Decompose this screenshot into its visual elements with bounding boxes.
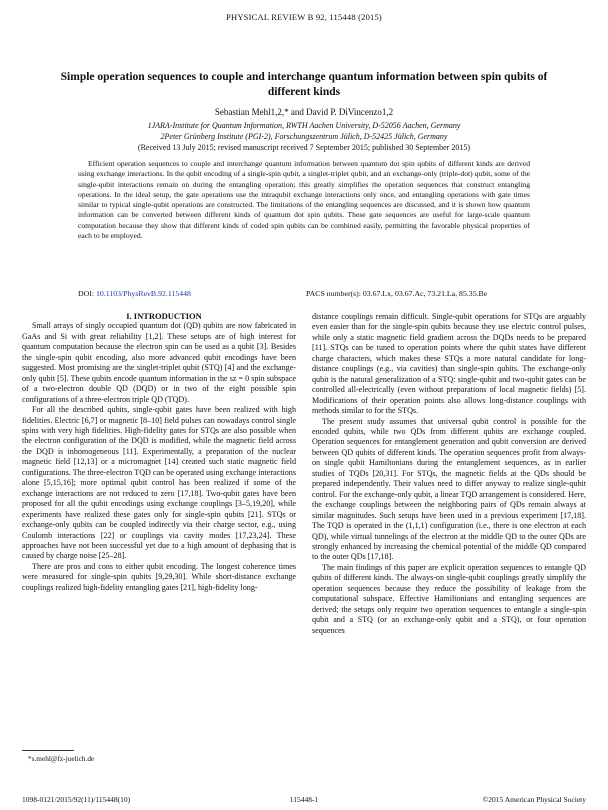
- right-column: [312, 312, 586, 636]
- corresponding-email-footnote: *s.mehl@fz-juelich.de: [28, 754, 95, 763]
- paragraph: For all the described qubits, single-qubit gates have been realized with high fidelities. Electric [6,7] or magnetic [8–10] field pulses can nowadays control single spins with very high fidelities. High-fidelity gates for STQs are also possible when the electron configuration of the DQD is modified, while the magnetic field across the DQD is inhomogeneous [11]. Experimentally, a preparation of the nuclear magnetic field [12,13] or a micromagnet [14] created such static magnetic field configurations. The three-electron TQD can be operated using exchange interactions alone [5,15,16]; more optimal qubit control has been realized if some of the exchange interactions are not reduced to zero [17,18]. Two-qubit gates have been proposed for all the qubit encodings using exchange couplings [3–5,19,20], while experiments have realized these gates only for single-spin qubits [21]. STQs or exchange-only qubits can be coupled indirectly via their charge sector, e.g., using Coulomb interactions [22] or couplings via cavity modes [17,23,24]. These approaches have not been successful yet due to a high amount of dephasing that is caused by charge noise [25–28].: [22, 405, 296, 561]
- section-heading: I. INTRODUCTION: [126, 311, 202, 321]
- abstract: Efficient operation sequences to couple and interchange quantum information between quantum dot spin qubits of different kinds are derived using exchange interactions. In the qubit encoding of a single-spin qubit, a singlet-triplet qubit, and an exchange-only (triple-dot) qubit, some of the single-qubit interactions remain on during the entangling operation; this greatly simplifies the operation sequences that construct entangling operations. In the ideal setup, the gate operations use the intraqubit exchange interactions only once, and entangling operations with gate times similar to typical single-qubit operations are constructed. The limitations of the entangling sequences are discussed, and it is shown how quantum information can be converted between different kinds of quantum dot spin qubits. These gate sequences are useful for large-scale quantum computation because they show that different kinds of coded spin qubits can be combined easily, permitting the favorable physical properties of each to be employed.: [78, 159, 530, 241]
- paragraph: The present study assumes that universal qubit control is possible for the encoded qubits, while two QDs from different qubits are exchange coupled. Operation sequences for entanglement generation and qubit conversion are derived between QD qubits of different kinds. The operation sequences profit from always-on single qubit Hamiltonians during the entanglement sequences, as in earlier studies of TQDs [20,31]. For STQs, the magnetic fields at the QDs should be prepared independently. Their values need to differ anyway to realize single-qubit control. For the exchange-only qubit, a linear TQD arrangement is considered. Here, the exchange couplings between the neighboring pairs of QDs remain always at similar magnitudes. Such setups have been used in a previous experiment [17,18]. The TQD is operated in the (1,1,1) configuration (i.e., there is one electron at each QD), while virtual tunnelings of the electron at the middle QD to the outer QDs are strongly enhanced by increasing the chemical potential of the middle QD compared to the outer QDs [17,18].: [312, 416, 586, 562]
- affiliation-2: 2Peter Grünberg Institute (PGI-2), Forschungszentrum Jülich, D-52425 Jülich, Germany: [160, 132, 448, 141]
- left-column: [22, 311, 296, 593]
- footnote-divider: [22, 750, 74, 751]
- paragraph: distance couplings remain difficult. Single-qubit operations for STQs are arguably even easier than for the single-spin qubits because they use electric control pulses, while only a static magnetic field gradient across the DQDs needs to be prepared [11]. STQs can be tuned to operation points where the qubit states have different charge characters, which makes these STQs a more natural candidate for long-distance couplings (e.g., via cavities) than single-spin qubits. The exchange-only qubit is the natural generalization of a STQ: single-qubit and two-qubit gates can be controlled all-electrically (even without preparations of local magnetic fields) [5]. Modifications of their operation points also allows long-distance couplings with methods similar to for the STQs.: [312, 312, 586, 416]
- doi-label: DOI:: [78, 289, 95, 298]
- author-list: Sebastian Mehl1,2,* and David P. DiVincenzo1,2: [214, 107, 394, 117]
- received-dates: (Received 13 July 2015; revised manuscript received 7 September 2015; published 30 September 2015): [137, 143, 471, 152]
- doi-link[interactable]: 10.1103/PhysRevB.92.115448: [95, 289, 191, 298]
- affiliation-1: 1JARA-Institute for Quantum Information, RWTH Aachen University, D-52056 Aachen, Germany: [147, 121, 461, 130]
- doi-line: [78, 289, 530, 298]
- running-head: PHYSICAL REVIEW B 92, 115448 (2015): [226, 12, 382, 22]
- footer-copyright: ©2015 American Physical Society: [482, 795, 586, 804]
- paragraph: There are pros and cons to either qubit encoding. The longest coherence times were measured for single-spin qubits [9,29,30]. While short-distance exchange couplings realized high-fidelity entangling gates [21], high-fidelity long-: [22, 561, 296, 592]
- paper-title: Simple operation sequences to couple and interchange quantum information between spin qubits of different kinds: [60, 71, 548, 98]
- footer-issn: 1098-0121/2015/92(11)/115448(10): [22, 795, 131, 804]
- footer-page-number: 115448-1: [289, 795, 319, 804]
- paragraph: The main findings of this paper are explicit operation sequences to entangle QD qubits of different kinds. The always-on single-qubit couplings greatly simplify the operation sequences because they reduce the possibility of leakage from the computational subspace. Effective Hamiltonians and entangling sequences are derived; the setups only require two operation sequences to entangle a single-spin qubit and a STQ (or an exchange-only qubit and a STQ), or four operation sequences: [312, 562, 586, 635]
- paragraph: Small arrays of singly occupied quantum dot (QD) qubits are now fabricated in GaAs and Si with great reliability [1,2]. These setups are of high interest for quantum computation because the electron spin can be used as a qubit [3]. Besides the single-spin qubit encoding, also more advanced qubit encodings have been suggested. Most promising are the singlet-triplet qubit (STQ) [4] and the exchange-only qubit [5]. These qubits encode quantum information in the sz = 0 spin subspace of a two-electron double QD (DQD) or in two of the eight possible spin configurations of a three-electron triple QD (TQD).: [22, 321, 296, 404]
- pacs-numbers: PACS number(s): 03.67.Lx, 03.67.Ac, 73.21.La, 85.35.Be: [306, 289, 488, 298]
